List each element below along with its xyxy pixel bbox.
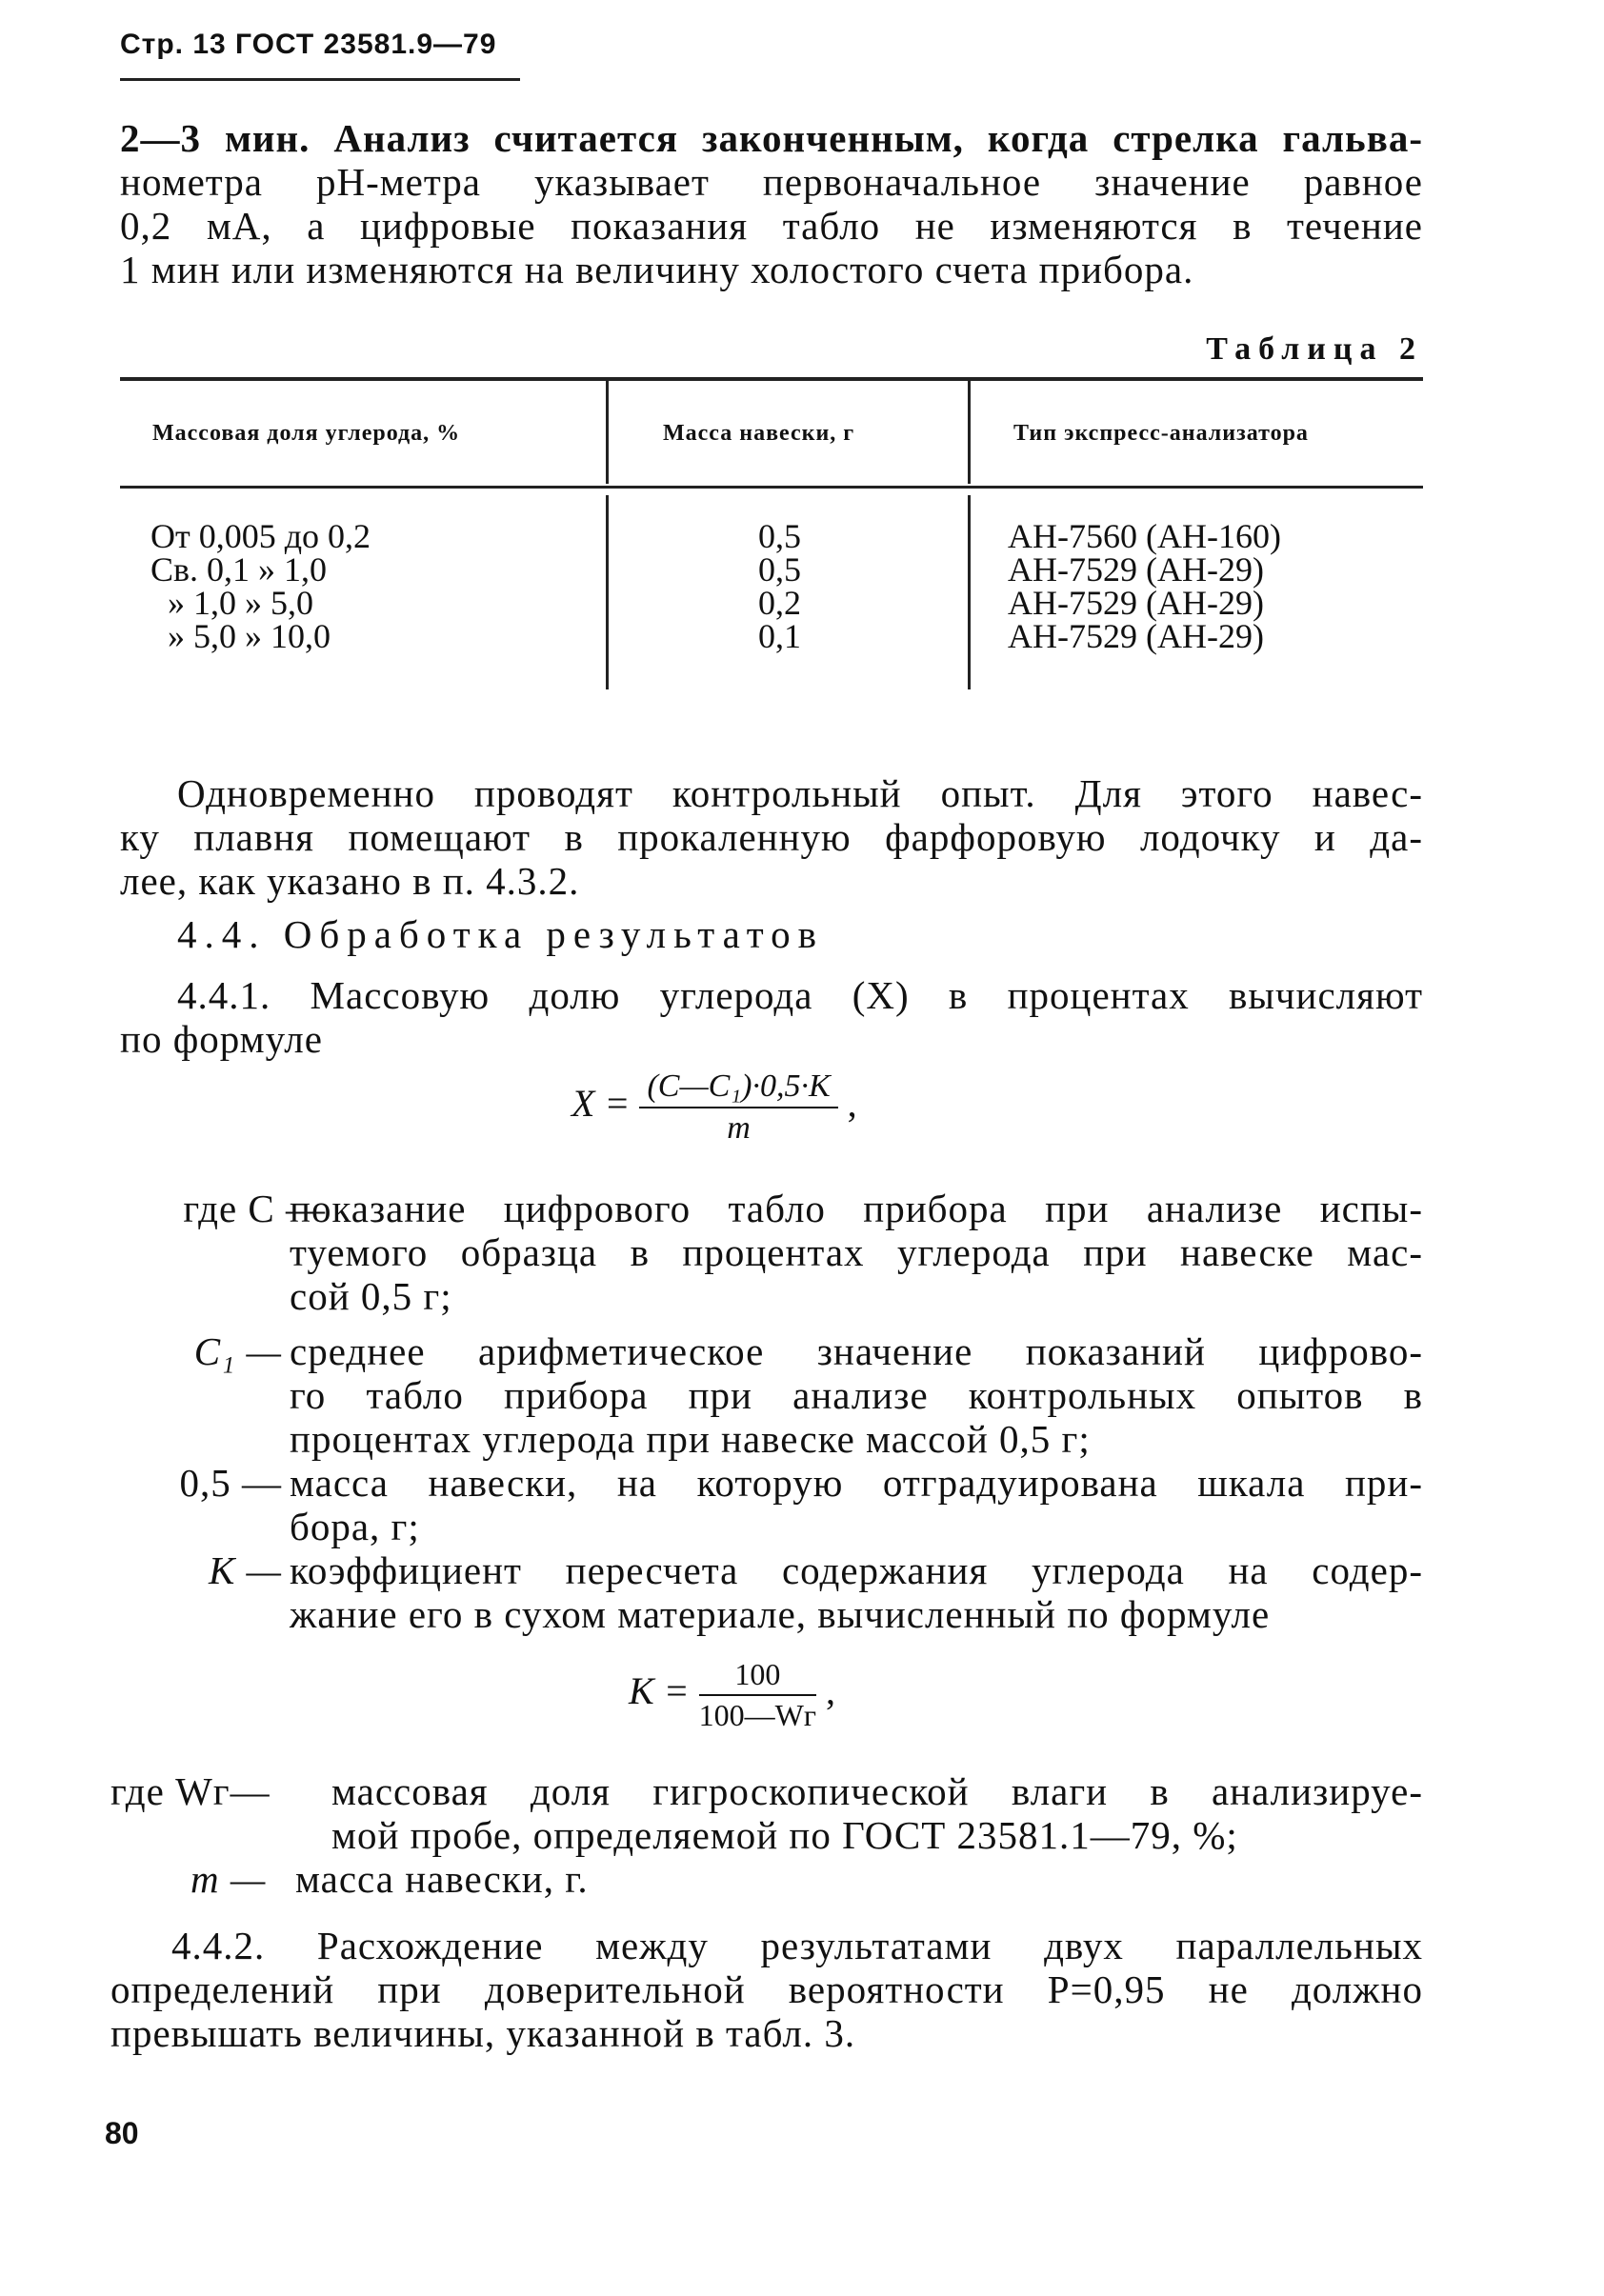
def-line: показание цифрового табло прибора при анализе испы- bbox=[290, 1187, 1423, 1230]
table-top-rule bbox=[120, 377, 1423, 381]
p442-line-1: 4.4.2. Расхождение между результатами двух параллельных bbox=[171, 1924, 1423, 1967]
def-symbol: C₁ — bbox=[193, 1329, 282, 1373]
table-header-cell: Масса навески, г bbox=[663, 421, 855, 446]
fraction-numerator: 100 bbox=[699, 1657, 816, 1696]
def-symbol: m — bbox=[190, 1857, 267, 1901]
header-rule bbox=[120, 78, 520, 81]
fraction-numerator: (C—C₁)·0,5·K bbox=[639, 1068, 837, 1108]
p442-line-2: определений при доверительной вероятности P=0,95 не должно bbox=[110, 1967, 1423, 2011]
table-cell: 0,5 bbox=[758, 550, 801, 589]
intro-line-3: 0,2 мА, а цифровые показания табло не изменяются в течение bbox=[120, 204, 1423, 248]
table-cell: АН-7529 (АН-29) bbox=[1008, 584, 1264, 622]
fraction-denominator: 100—Wг bbox=[698, 1698, 816, 1732]
table-title: Таблица 2 bbox=[1206, 331, 1423, 367]
formula-lhs: X = bbox=[571, 1082, 631, 1126]
def-symbol: 0,5 — bbox=[179, 1461, 282, 1505]
table-cell: АН-7560 (АН-160) bbox=[1008, 517, 1281, 555]
formula-x bbox=[571, 1068, 857, 1147]
section-heading: 4.4. Обработка результатов bbox=[177, 912, 825, 956]
table-header-rule bbox=[120, 486, 1423, 489]
p441-line-2: по формуле bbox=[120, 1017, 323, 1061]
control-line-2: ку плавня помещают в прокаленную фарфоровую лодочку и да- bbox=[120, 815, 1423, 859]
def-line: среднее арифметическое значение показаний цифрово- bbox=[290, 1329, 1423, 1373]
intro-line-2: нометра pH-метра указывает первоначальное значение равное bbox=[120, 160, 1423, 204]
formula-tail: , bbox=[847, 1082, 857, 1126]
def-symbol: где C — bbox=[183, 1187, 326, 1230]
def-line: жание его в сухом материале, вычисленный по формуле bbox=[290, 1592, 1271, 1636]
table-divider bbox=[606, 495, 609, 689]
control-line-3: лее, как указано в п. 4.3.2. bbox=[120, 859, 580, 903]
table-cell: » 5,0 » 10,0 bbox=[168, 617, 331, 655]
page-number: 80 bbox=[105, 2116, 139, 2150]
def-line: бора, г; bbox=[290, 1505, 420, 1548]
p442-line-3: превышать величины, указанной в табл. 3. bbox=[110, 2011, 856, 2055]
intro-line-1: 2—3 мин. Анализ считается законченным, когда стрелка гальва- bbox=[120, 116, 1423, 160]
table-cell: АН-7529 (АН-29) bbox=[1008, 617, 1264, 655]
p441-line-1: 4.4.1. Массовую долю углерода (X) в процентах вычисляют bbox=[177, 973, 1423, 1017]
table-cell: 0,1 bbox=[758, 617, 801, 655]
def-line: процентах углерода при навеске массой 0,5 г; bbox=[290, 1417, 1091, 1461]
def-line: масса навески, г. bbox=[295, 1857, 589, 1901]
control-line-1: Одновременно проводят контрольный опыт. Для этого навес- bbox=[177, 771, 1423, 815]
table-cell: 0,2 bbox=[758, 584, 801, 622]
table-header-cell: Тип экспресс-анализатора bbox=[1013, 421, 1309, 446]
def-line: туемого образца в процентах углерода при навеске мас- bbox=[290, 1230, 1423, 1274]
table-cell: 0,5 bbox=[758, 517, 801, 555]
page-header: Стр. 13 ГОСТ 23581.9—79 bbox=[120, 29, 497, 60]
table-cell: От 0,005 до 0,2 bbox=[150, 517, 371, 555]
def-line: мой пробе, определяемой по ГОСТ 23581.1—79, %; bbox=[331, 1813, 1238, 1857]
def-line: массовая доля гигроскопической влаги в анализируе- bbox=[331, 1769, 1423, 1813]
formula-tail: , bbox=[826, 1669, 835, 1713]
def-line: масса навески, на которую отградуирована шкала при- bbox=[290, 1461, 1423, 1505]
def-line: коэффициент пересчета содержания углерода на содер- bbox=[290, 1548, 1423, 1592]
fraction bbox=[699, 1657, 816, 1733]
table-divider bbox=[606, 381, 609, 484]
formula-lhs: K = bbox=[629, 1669, 690, 1713]
table-divider bbox=[968, 495, 971, 689]
def-symbol: K — bbox=[208, 1548, 282, 1592]
fraction bbox=[639, 1068, 837, 1147]
def-symbol: где Wг— bbox=[110, 1769, 271, 1813]
fraction-denominator: m bbox=[727, 1110, 751, 1146]
table-header-cell: Массовая доля углерода, % bbox=[152, 421, 461, 446]
formula-k bbox=[629, 1657, 835, 1733]
table-divider bbox=[968, 381, 971, 484]
table-cell: АН-7529 (АН-29) bbox=[1008, 550, 1264, 589]
table-cell: Св. 0,1 » 1,0 bbox=[150, 550, 328, 589]
intro-line-4: 1 мин или изменяются на величину холостого счета прибора. bbox=[120, 248, 1194, 291]
table-cell: » 1,0 » 5,0 bbox=[168, 584, 313, 622]
def-line: го табло прибора при анализе контрольных опытов в bbox=[290, 1373, 1423, 1417]
def-line: сой 0,5 г; bbox=[290, 1274, 452, 1318]
